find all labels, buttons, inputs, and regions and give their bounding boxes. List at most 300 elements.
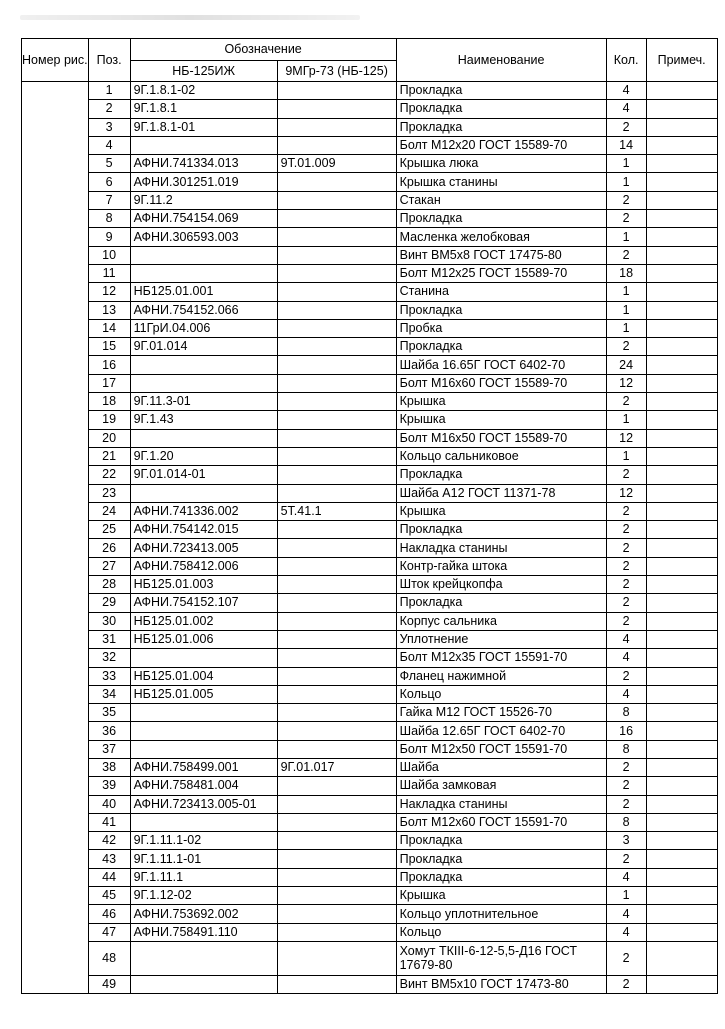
table-row	[22, 155, 718, 173]
position-cell: 27	[88, 557, 130, 575]
table-row	[22, 246, 718, 264]
table-body	[22, 82, 718, 994]
name-cell: Шайба 16.65Г ГОСТ 6402-70	[396, 356, 606, 374]
quantity-cell: 2	[606, 191, 646, 209]
name-cell: Гайка М12 ГОСТ 15526-70	[396, 704, 606, 722]
designation-b-cell	[277, 210, 396, 228]
name-cell: Накладка станины	[396, 539, 606, 557]
position-cell: 5	[88, 155, 130, 173]
quantity-cell: 2	[606, 667, 646, 685]
designation-a-cell: НБ125.01.003	[130, 576, 277, 594]
quantity-cell: 8	[606, 740, 646, 758]
designation-a-cell	[130, 264, 277, 282]
name-cell: Крышка люка	[396, 155, 606, 173]
quantity-cell: 1	[606, 301, 646, 319]
designation-a-cell: АФНИ.758481.004	[130, 777, 277, 795]
name-cell: Прокладка	[396, 466, 606, 484]
name-cell: Хомут ТКIII-6-12-5,5-Д16 ГОСТ 17679-80	[396, 941, 606, 975]
designation-b-cell	[277, 356, 396, 374]
designation-a-cell: АФНИ.758412.006	[130, 557, 277, 575]
designation-a-cell: НБ125.01.001	[130, 283, 277, 301]
note-cell	[646, 832, 717, 850]
name-cell: Шток крейцкопфа	[396, 576, 606, 594]
name-cell: Болт М12х50 ГОСТ 15591-70	[396, 740, 606, 758]
designation-a-cell: 9Г.01.014	[130, 338, 277, 356]
table-row	[22, 576, 718, 594]
quantity-cell: 2	[606, 557, 646, 575]
note-cell	[646, 136, 717, 154]
quantity-cell: 4	[606, 685, 646, 703]
name-cell: Крышка	[396, 393, 606, 411]
designation-b-cell	[277, 191, 396, 209]
designation-a-cell	[130, 704, 277, 722]
position-cell: 12	[88, 283, 130, 301]
name-cell: Болт М12х35 ГОСТ 15591-70	[396, 649, 606, 667]
name-cell: Пробка	[396, 319, 606, 337]
designation-b-cell	[277, 319, 396, 337]
designation-a-cell: АФНИ.754152.107	[130, 594, 277, 612]
position-cell: 9	[88, 228, 130, 246]
note-cell	[646, 301, 717, 319]
quantity-cell: 2	[606, 246, 646, 264]
table-row	[22, 777, 718, 795]
note-cell	[646, 740, 717, 758]
table-row	[22, 283, 718, 301]
note-cell	[646, 82, 717, 100]
name-cell: Станина	[396, 283, 606, 301]
note-cell	[646, 557, 717, 575]
position-cell: 24	[88, 502, 130, 520]
name-cell: Кольцо сальниковое	[396, 447, 606, 465]
quantity-cell: 1	[606, 283, 646, 301]
designation-a-cell	[130, 813, 277, 831]
quantity-cell: 24	[606, 356, 646, 374]
designation-a-cell: 9Г.1.8.1-02	[130, 82, 277, 100]
table-row	[22, 393, 718, 411]
position-cell: 32	[88, 649, 130, 667]
designation-b-cell	[277, 887, 396, 905]
table-row	[22, 975, 718, 993]
note-cell	[646, 155, 717, 173]
designation-a-cell: НБ125.01.005	[130, 685, 277, 703]
header-note: Примеч.	[646, 39, 717, 82]
table-row	[22, 594, 718, 612]
designation-b-cell	[277, 905, 396, 923]
position-cell: 26	[88, 539, 130, 557]
table-row	[22, 447, 718, 465]
designation-b-cell	[277, 484, 396, 502]
designation-a-cell: АФНИ.754142.015	[130, 521, 277, 539]
position-cell: 23	[88, 484, 130, 502]
designation-a-cell	[130, 975, 277, 993]
table-row	[22, 630, 718, 648]
name-cell: Винт ВМ5х8 ГОСТ 17475-80	[396, 246, 606, 264]
name-cell: Прокладка	[396, 338, 606, 356]
quantity-cell: 4	[606, 100, 646, 118]
table-row	[22, 539, 718, 557]
name-cell: Фланец нажимной	[396, 667, 606, 685]
quantity-cell: 4	[606, 630, 646, 648]
quantity-cell: 12	[606, 429, 646, 447]
quantity-cell: 2	[606, 941, 646, 975]
designation-a-cell	[130, 649, 277, 667]
position-cell: 46	[88, 905, 130, 923]
name-cell: Накладка станины	[396, 795, 606, 813]
position-cell: 19	[88, 411, 130, 429]
name-cell: Прокладка	[396, 850, 606, 868]
note-cell	[646, 521, 717, 539]
name-cell: Прокладка	[396, 832, 606, 850]
table-row	[22, 118, 718, 136]
name-cell: Шайба замковая	[396, 777, 606, 795]
note-cell	[646, 539, 717, 557]
designation-a-cell	[130, 740, 277, 758]
quantity-cell: 2	[606, 118, 646, 136]
note-cell	[646, 173, 717, 191]
designation-a-cell: АФНИ.723413.005-01	[130, 795, 277, 813]
designation-b-cell	[277, 923, 396, 941]
table-row	[22, 301, 718, 319]
note-cell	[646, 868, 717, 886]
position-cell: 18	[88, 393, 130, 411]
designation-a-cell: АФНИ.758499.001	[130, 758, 277, 776]
position-cell: 31	[88, 630, 130, 648]
position-cell: 30	[88, 612, 130, 630]
quantity-cell: 4	[606, 905, 646, 923]
designation-a-cell	[130, 246, 277, 264]
position-cell: 29	[88, 594, 130, 612]
position-cell: 7	[88, 191, 130, 209]
position-cell: 3	[88, 118, 130, 136]
note-cell	[646, 447, 717, 465]
header-name: Наименование	[396, 39, 606, 82]
table-row	[22, 210, 718, 228]
name-cell: Болт М12х25 ГОСТ 15589-70	[396, 264, 606, 282]
table-row	[22, 356, 718, 374]
header-fig-no: Номер рис.	[22, 39, 89, 82]
designation-a-cell: 9Г.11.3-01	[130, 393, 277, 411]
designation-b-cell	[277, 100, 396, 118]
note-cell	[646, 722, 717, 740]
designation-a-cell	[130, 374, 277, 392]
table-row	[22, 758, 718, 776]
parts-table	[21, 38, 718, 994]
position-cell: 38	[88, 758, 130, 776]
position-cell: 42	[88, 832, 130, 850]
quantity-cell: 2	[606, 338, 646, 356]
designation-b-cell	[277, 667, 396, 685]
note-cell	[646, 887, 717, 905]
position-cell: 44	[88, 868, 130, 886]
note-cell	[646, 667, 717, 685]
name-cell: Винт ВМ5х10 ГОСТ 17473-80	[396, 975, 606, 993]
designation-a-cell: АФНИ.723413.005	[130, 539, 277, 557]
note-cell	[646, 502, 717, 520]
name-cell: Прокладка	[396, 594, 606, 612]
name-cell: Шайба А12 ГОСТ 11371-78	[396, 484, 606, 502]
designation-a-cell: 9Г.1.11.1-02	[130, 832, 277, 850]
designation-a-cell: 9Г.11.2	[130, 191, 277, 209]
header-pos: Поз.	[88, 39, 130, 82]
note-cell	[646, 612, 717, 630]
name-cell: Крышка станины	[396, 173, 606, 191]
name-cell: Болт М12х20 ГОСТ 15589-70	[396, 136, 606, 154]
designation-b-cell	[277, 447, 396, 465]
designation-a-cell: АФНИ.741336.002	[130, 502, 277, 520]
position-cell: 21	[88, 447, 130, 465]
position-cell: 47	[88, 923, 130, 941]
designation-a-cell: 9Г.1.20	[130, 447, 277, 465]
quantity-cell: 1	[606, 155, 646, 173]
table-row	[22, 319, 718, 337]
quantity-cell: 1	[606, 173, 646, 191]
designation-a-cell	[130, 136, 277, 154]
designation-b-cell	[277, 850, 396, 868]
quantity-cell: 4	[606, 82, 646, 100]
designation-b-cell	[277, 429, 396, 447]
quantity-cell: 2	[606, 576, 646, 594]
position-cell: 22	[88, 466, 130, 484]
table-row	[22, 722, 718, 740]
name-cell: Кольцо	[396, 685, 606, 703]
designation-a-cell: АФНИ.754154.069	[130, 210, 277, 228]
note-cell	[646, 411, 717, 429]
position-cell: 17	[88, 374, 130, 392]
designation-b-cell	[277, 740, 396, 758]
table-row	[22, 82, 718, 100]
designation-b-cell	[277, 557, 396, 575]
designation-b-cell	[277, 630, 396, 648]
quantity-cell: 1	[606, 411, 646, 429]
designation-b-cell	[277, 777, 396, 795]
name-cell: Болт М12х60 ГОСТ 15591-70	[396, 813, 606, 831]
name-cell: Крышка	[396, 887, 606, 905]
designation-a-cell: 9Г.1.8.1	[130, 100, 277, 118]
note-cell	[646, 264, 717, 282]
header-designation: Обозначение	[130, 39, 396, 61]
table-row	[22, 264, 718, 282]
table-row	[22, 557, 718, 575]
designation-b-cell	[277, 301, 396, 319]
position-cell: 10	[88, 246, 130, 264]
note-cell	[646, 466, 717, 484]
position-cell: 43	[88, 850, 130, 868]
position-cell: 2	[88, 100, 130, 118]
designation-b-cell	[277, 374, 396, 392]
name-cell: Крышка	[396, 411, 606, 429]
position-cell: 35	[88, 704, 130, 722]
table-row	[22, 338, 718, 356]
designation-b-cell	[277, 813, 396, 831]
position-cell: 36	[88, 722, 130, 740]
designation-b-cell	[277, 704, 396, 722]
quantity-cell: 18	[606, 264, 646, 282]
designation-b-cell	[277, 466, 396, 484]
designation-b-cell	[277, 246, 396, 264]
name-cell: Прокладка	[396, 100, 606, 118]
table-row	[22, 667, 718, 685]
designation-a-cell: 9Г.1.11.1	[130, 868, 277, 886]
designation-b-cell	[277, 136, 396, 154]
table-row	[22, 795, 718, 813]
note-cell	[646, 356, 717, 374]
designation-a-cell: 9Г.1.8.1-01	[130, 118, 277, 136]
note-cell	[646, 795, 717, 813]
designation-b-cell	[277, 118, 396, 136]
position-cell: 28	[88, 576, 130, 594]
position-cell: 15	[88, 338, 130, 356]
table-row	[22, 887, 718, 905]
table-row	[22, 923, 718, 941]
quantity-cell: 2	[606, 795, 646, 813]
quantity-cell: 2	[606, 777, 646, 795]
table-row	[22, 612, 718, 630]
table-row	[22, 832, 718, 850]
designation-b-cell	[277, 975, 396, 993]
quantity-cell: 4	[606, 649, 646, 667]
table-row	[22, 905, 718, 923]
name-cell: Болт М16х50 ГОСТ 15589-70	[396, 429, 606, 447]
designation-b-cell	[277, 795, 396, 813]
designation-b-cell	[277, 868, 396, 886]
scan-smudge	[20, 15, 360, 20]
note-cell	[646, 685, 717, 703]
position-cell: 34	[88, 685, 130, 703]
table-row	[22, 411, 718, 429]
name-cell: Крышка	[396, 502, 606, 520]
name-cell: Кольцо уплотнительное	[396, 905, 606, 923]
quantity-cell: 14	[606, 136, 646, 154]
note-cell	[646, 649, 717, 667]
designation-b-cell	[277, 594, 396, 612]
designation-a-cell: 9Г.1.12-02	[130, 887, 277, 905]
quantity-cell: 4	[606, 868, 646, 886]
designation-b-cell	[277, 722, 396, 740]
name-cell: Кольцо	[396, 923, 606, 941]
note-cell	[646, 630, 717, 648]
position-cell: 4	[88, 136, 130, 154]
name-cell: Стакан	[396, 191, 606, 209]
position-cell: 16	[88, 356, 130, 374]
position-cell: 25	[88, 521, 130, 539]
note-cell	[646, 594, 717, 612]
note-cell	[646, 429, 717, 447]
quantity-cell: 12	[606, 484, 646, 502]
quantity-cell: 8	[606, 704, 646, 722]
quantity-cell: 2	[606, 210, 646, 228]
header-designation-a: НБ-125ИЖ	[130, 60, 277, 82]
name-cell: Масленка желобковая	[396, 228, 606, 246]
name-cell: Прокладка	[396, 118, 606, 136]
quantity-cell: 2	[606, 594, 646, 612]
designation-a-cell: 9Г.01.014-01	[130, 466, 277, 484]
note-cell	[646, 941, 717, 975]
position-cell: 45	[88, 887, 130, 905]
name-cell: Прокладка	[396, 82, 606, 100]
quantity-cell: 1	[606, 447, 646, 465]
designation-b-cell	[277, 82, 396, 100]
note-cell	[646, 319, 717, 337]
position-cell: 1	[88, 82, 130, 100]
designation-a-cell: 9Г.1.11.1-01	[130, 850, 277, 868]
table-row	[22, 868, 718, 886]
designation-b-cell	[277, 941, 396, 975]
designation-b-cell	[277, 393, 396, 411]
designation-b-cell	[277, 576, 396, 594]
table-row	[22, 466, 718, 484]
position-cell: 13	[88, 301, 130, 319]
designation-a-cell	[130, 429, 277, 447]
quantity-cell: 12	[606, 374, 646, 392]
designation-b-cell: 5Т.41.1	[277, 502, 396, 520]
position-cell: 40	[88, 795, 130, 813]
designation-a-cell: АФНИ.758491.110	[130, 923, 277, 941]
position-cell: 49	[88, 975, 130, 993]
note-cell	[646, 191, 717, 209]
name-cell: Уплотнение	[396, 630, 606, 648]
quantity-cell: 1	[606, 228, 646, 246]
position-cell: 6	[88, 173, 130, 191]
designation-b-cell	[277, 832, 396, 850]
table-row	[22, 100, 718, 118]
position-cell: 20	[88, 429, 130, 447]
designation-a-cell: НБ125.01.006	[130, 630, 277, 648]
position-cell: 33	[88, 667, 130, 685]
designation-a-cell: АФНИ.753692.002	[130, 905, 277, 923]
note-cell	[646, 923, 717, 941]
quantity-cell: 8	[606, 813, 646, 831]
table-row	[22, 429, 718, 447]
name-cell: Прокладка	[396, 301, 606, 319]
designation-a-cell	[130, 484, 277, 502]
table-row	[22, 173, 718, 191]
name-cell: Контр-гайка штока	[396, 557, 606, 575]
position-cell: 8	[88, 210, 130, 228]
designation-b-cell: 9Т.01.009	[277, 155, 396, 173]
note-cell	[646, 283, 717, 301]
designation-a-cell: АФНИ.754152.066	[130, 301, 277, 319]
designation-b-cell	[277, 338, 396, 356]
quantity-cell: 1	[606, 319, 646, 337]
table-row	[22, 649, 718, 667]
note-cell	[646, 484, 717, 502]
table-row	[22, 740, 718, 758]
quantity-cell: 2	[606, 393, 646, 411]
table-row	[22, 704, 718, 722]
name-cell: Шайба	[396, 758, 606, 776]
quantity-cell: 3	[606, 832, 646, 850]
designation-a-cell	[130, 941, 277, 975]
note-cell	[646, 704, 717, 722]
position-cell: 11	[88, 264, 130, 282]
table-row	[22, 374, 718, 392]
note-cell	[646, 374, 717, 392]
position-cell: 48	[88, 941, 130, 975]
note-cell	[646, 905, 717, 923]
quantity-cell: 2	[606, 612, 646, 630]
quantity-cell: 2	[606, 850, 646, 868]
name-cell: Прокладка	[396, 868, 606, 886]
table-row	[22, 136, 718, 154]
figure-number-cell	[22, 82, 89, 994]
table-row	[22, 502, 718, 520]
designation-b-cell	[277, 612, 396, 630]
position-cell: 39	[88, 777, 130, 795]
designation-b-cell	[277, 521, 396, 539]
designation-a-cell	[130, 356, 277, 374]
note-cell	[646, 975, 717, 993]
note-cell	[646, 338, 717, 356]
